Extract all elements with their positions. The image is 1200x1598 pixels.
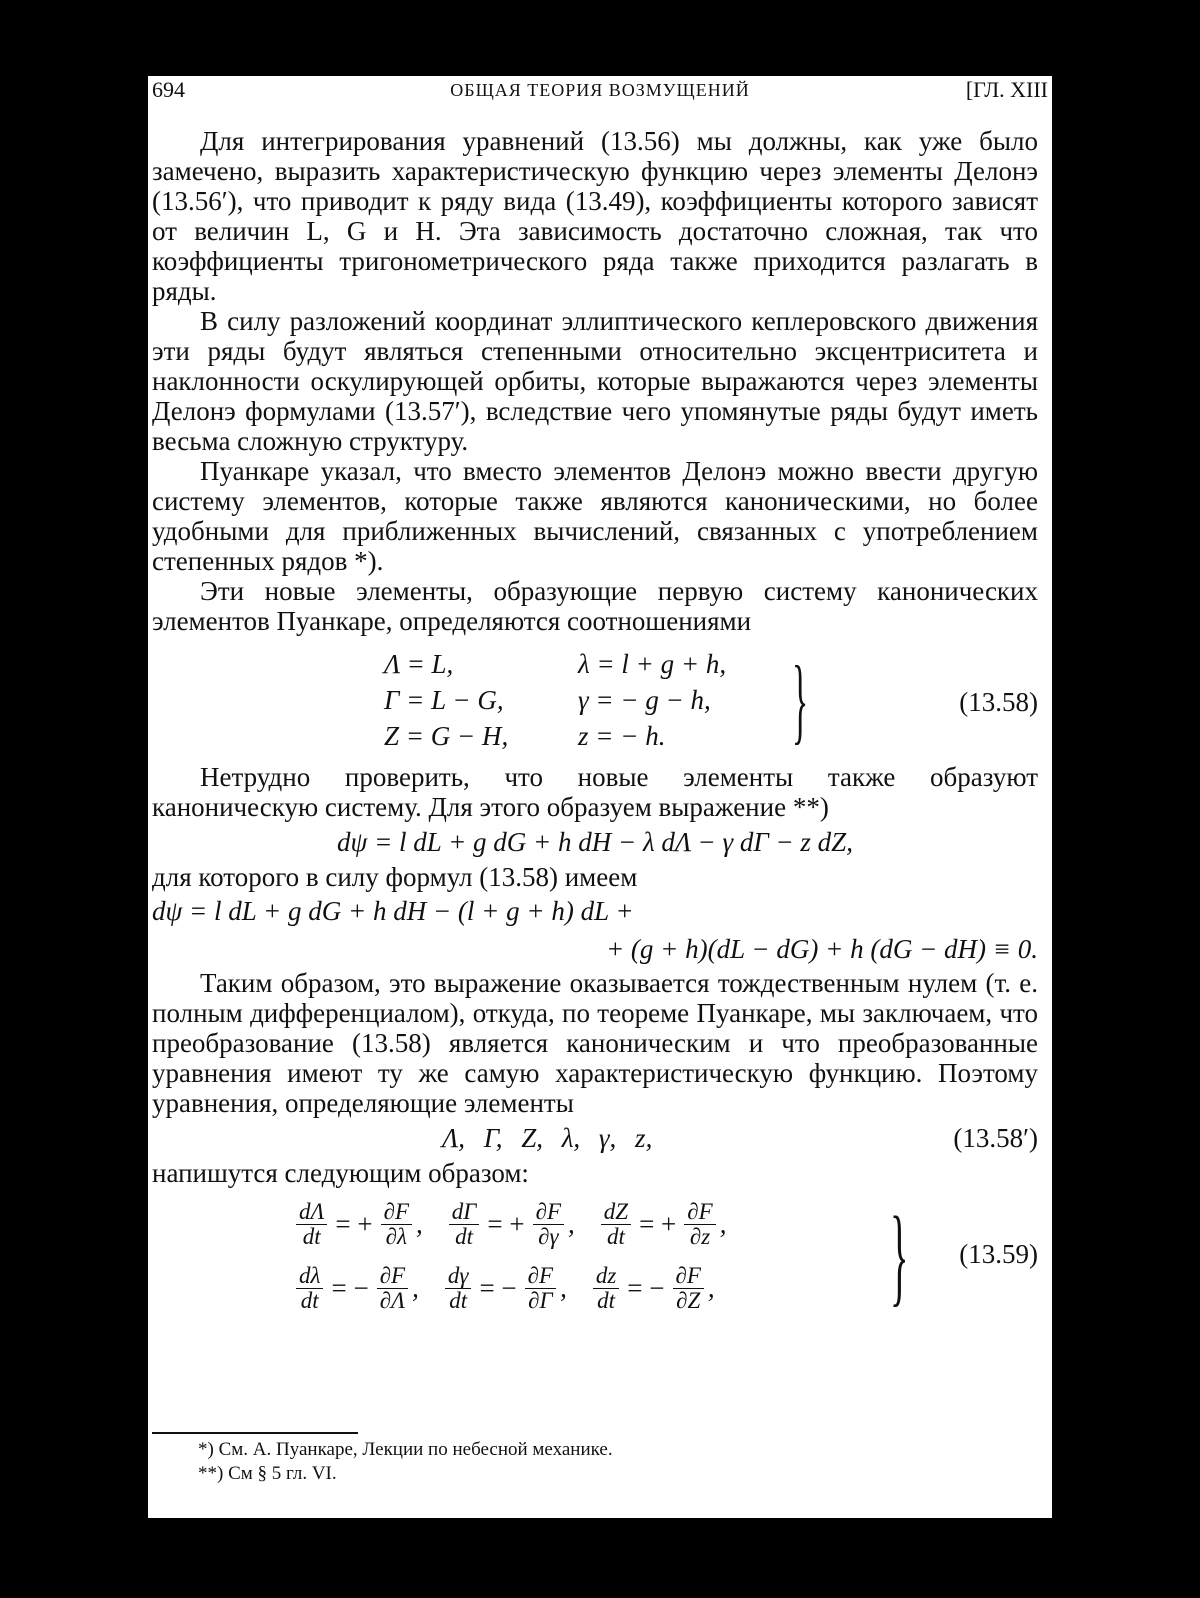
- equation-number: (13.58): [959, 687, 1038, 717]
- fraction: $\frac{\partial F}{\partial\Gamma}$: [525, 1264, 556, 1313]
- equation-number: (13.59): [959, 1239, 1038, 1269]
- fraction: $\frac{\partial F}{\partial Z}$: [673, 1264, 704, 1313]
- equation-row: z = − h.: [578, 721, 666, 751]
- equation-right-column: [578, 646, 726, 754]
- paragraph-6: для которого в силу формул (13.58) имеем: [152, 862, 638, 892]
- fraction: $\frac{\partial F}{\partial z}$: [684, 1200, 715, 1249]
- fraction: $\frac{dz}{dt}$: [593, 1264, 619, 1313]
- fraction: $\frac{d\Lambda}{dt}$: [296, 1200, 327, 1249]
- fraction: $\frac{\partial F}{\partial\lambda}$: [381, 1200, 412, 1249]
- equation-13-58: [152, 646, 1038, 762]
- right-brace-icon: }: [890, 1194, 909, 1316]
- paragraph-5: Нетрудно проверить, что новые элементы также образуют каноническую систему. Для этого образуем выражение **): [152, 762, 1038, 822]
- paragraph-4: Эти новые элементы, образующие первую систему канонических элементов Пуанкаре, определяются соотношениями: [152, 576, 1038, 636]
- paragraph-3: Пуанкаре указал, что вместо элементов Делонэ можно ввести другую систему элементов, которые также являются каноническими, но более удобными для приближенных вычислений, связанных с употреблением степенных рядов *).: [152, 456, 1038, 576]
- page-number: 694: [152, 77, 185, 102]
- paragraph-1: Для интегрирования уравнений (13.56) мы должны, как уже было замечено, выразить характеристическую функцию через элементы Делонэ (13.56′), что приводит к ряду вида (13.49), коэффициенты которого зависят от величин L, G и H. Эта зависимость достаточно сложная, так что коэффициенты тригонометрического ряда также приходится разлагать в ряды.: [152, 126, 1038, 306]
- element-list: Λ, Γ, Z, λ, γ, z,: [442, 1123, 653, 1153]
- book-page: [148, 76, 1052, 1518]
- footnotes: [198, 1438, 613, 1486]
- equation-dpsi: dψ = l dL + g dG + h dH − λ dΛ − γ dΓ − z dZ,: [337, 827, 853, 857]
- fraction: $\frac{d\Gamma}{dt}$: [449, 1200, 480, 1249]
- fraction: $\frac{d\lambda}{dt}$: [296, 1264, 323, 1313]
- footnote-divider: [152, 1432, 358, 1434]
- equation-row: Λ = L,: [384, 649, 454, 679]
- running-title: ОБЩАЯ ТЕОРИЯ ВОЗМУЩЕНИЙ: [450, 80, 750, 100]
- equation-13-58-prime: [152, 1118, 1038, 1158]
- equation-13-59: [152, 1188, 1038, 1328]
- equation-row: Z = G − H,: [384, 721, 509, 751]
- footnote-2: **) См § 5 гл. VI.: [198, 1463, 337, 1484]
- footnote-1: *) См. А. Пуанкаре, Лекции по небесной механике.: [198, 1439, 613, 1460]
- equation-row: $\frac{d\lambda}{dt}$ = − $\frac{\partial F}{\partial\Lambda}$ , $\frac{d\gamma}{dt}$ = − $\frac{\partial F}{\partial\Gamma}$ , $\frac{dz}{dt}$ = − $\frac{\partial F}{\partial Z}$ ,: [292, 1258, 715, 1318]
- equation-row: λ = l + g + h,: [578, 649, 727, 679]
- right-brace-icon: }: [792, 646, 809, 753]
- equation-dpsi-expanded-line-1: dψ = l dL + g dG + h dH − (l + g + h) dL +: [152, 896, 634, 926]
- equation-row: γ = − g − h,: [578, 685, 711, 715]
- page-body: [152, 126, 1038, 1328]
- paragraph-2: В силу разложений координат эллиптического кеплеровского движения эти ряды будут являться степенными относительно эксцентриситета и наклонности оскулирующей орбиты, которые выражаются через элементы Делонэ формулами (13.57′), вследствие чего упомянутые ряды будут иметь весьма сложную структуру.: [152, 306, 1038, 456]
- fraction: $\frac{\partial F}{\partial\Lambda}$: [377, 1264, 408, 1313]
- fraction: $\frac{\partial F}{\partial\gamma}$: [533, 1200, 564, 1249]
- paragraph-8: напишутся следующим образом:: [152, 1158, 529, 1188]
- chapter-label: [ГЛ. XIII: [965, 77, 1048, 102]
- paragraph-7: Таким образом, это выражение оказывается тождественным нулем (т. е. полным дифференциалом), откуда, по теореме Пуанкаре, мы заключаем, что преобразование (13.58) является каноническим и что преобразованные уравнения имеют ту же самую характеристическую функцию. Поэтому уравнения, определяющие элементы: [152, 968, 1038, 1118]
- equation-number: (13.58′): [953, 1123, 1038, 1153]
- fraction: $\frac{dZ}{dt}$: [601, 1200, 631, 1249]
- equation-row: Γ = L − G,: [384, 685, 504, 715]
- equation-left-column: [384, 646, 508, 754]
- equation-dpsi-expanded-line-2: + (g + h)(dL − dG) + h (dG − dH) ≡ 0.: [605, 934, 1038, 964]
- equation-row: $\frac{d\Lambda}{dt}$ = + $\frac{\partial F}{\partial\lambda}$ , $\frac{d\Gamma}{dt}$ = + $\frac{\partial F}{\partial\gamma}$ , $\frac{dZ}{dt}$ = + $\frac{\partial F}{\partial z}$ ,: [292, 1194, 726, 1254]
- fraction: $\frac{d\gamma}{dt}$: [445, 1264, 472, 1313]
- running-header: [152, 78, 1048, 102]
